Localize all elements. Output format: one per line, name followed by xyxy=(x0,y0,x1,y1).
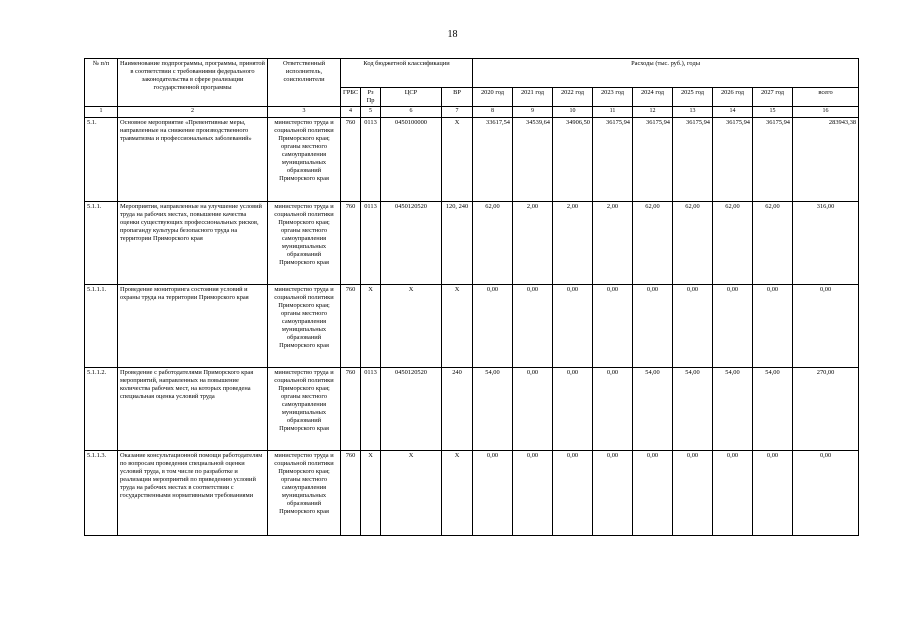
budget-table xyxy=(84,58,859,536)
row-value: 33617,54 xyxy=(473,118,513,202)
row-value: 36175,94 xyxy=(633,118,673,202)
header-executor: Ответственный исполнитель, соисполнители xyxy=(268,59,341,107)
row-csr: 0450100000 xyxy=(381,118,442,202)
row-total: 0,00 xyxy=(793,285,859,368)
row-value: 0,00 xyxy=(713,285,753,368)
row-vr: 120, 240 xyxy=(442,202,473,285)
row-value: 0,00 xyxy=(553,285,593,368)
row-executor: министерство труда и социальной политики Приморского края; органы местного самоуправления муниципальных образований Приморского края xyxy=(268,202,341,285)
row-value: 0,00 xyxy=(553,451,593,536)
row-value: 62,00 xyxy=(473,202,513,285)
row-value: 2,00 xyxy=(553,202,593,285)
header-year: 2022 год xyxy=(553,88,593,107)
table-row xyxy=(85,118,859,202)
row-vr: Х xyxy=(442,118,473,202)
header-row-1 xyxy=(85,59,859,88)
row-executor: министерство труда и социальной политики Приморского края; органы местного самоуправления муниципальных образований Приморского края xyxy=(268,368,341,451)
header-year: 2026 год xyxy=(713,88,753,107)
row-grbs: 760 xyxy=(341,451,361,536)
row-grbs: 760 xyxy=(341,368,361,451)
row-value: 54,00 xyxy=(673,368,713,451)
column-number: 12 xyxy=(633,107,673,118)
row-rzpr: Х xyxy=(361,451,381,536)
row-csr: Х xyxy=(381,451,442,536)
row-num: 5.1.1. xyxy=(85,202,118,285)
row-grbs: 760 xyxy=(341,285,361,368)
table-row xyxy=(85,368,859,451)
header-grbs: ГРБС xyxy=(341,88,361,107)
row-rzpr: Х xyxy=(361,285,381,368)
table-row xyxy=(85,285,859,368)
row-total: 316,00 xyxy=(793,202,859,285)
row-vr: Х xyxy=(442,451,473,536)
row-value: 0,00 xyxy=(473,451,513,536)
row-csr: Х xyxy=(381,285,442,368)
row-value: 2,00 xyxy=(593,202,633,285)
row-value: 36175,94 xyxy=(673,118,713,202)
header-year: 2020 год xyxy=(473,88,513,107)
row-value: 0,00 xyxy=(513,451,553,536)
row-total: 270,00 xyxy=(793,368,859,451)
row-value: 0,00 xyxy=(553,368,593,451)
row-name: Проведение мониторинга состояния условий и охраны труда на территории Приморского края xyxy=(118,285,268,368)
row-executor: министерство труда и социальной политики Приморского края; органы местного самоуправления муниципальных образований Приморского края xyxy=(268,451,341,536)
row-value: 0,00 xyxy=(633,285,673,368)
row-value: 0,00 xyxy=(473,285,513,368)
row-value: 0,00 xyxy=(753,285,793,368)
row-value: 62,00 xyxy=(713,202,753,285)
header-year: 2024 год xyxy=(633,88,673,107)
row-num: 5.1.1.2. xyxy=(85,368,118,451)
table-row xyxy=(85,451,859,536)
column-number: 15 xyxy=(753,107,793,118)
row-value: 0,00 xyxy=(673,285,713,368)
column-number: 5 xyxy=(361,107,381,118)
column-number: 4 xyxy=(341,107,361,118)
row-value: 0,00 xyxy=(513,368,553,451)
column-number: 9 xyxy=(513,107,553,118)
column-number: 6 xyxy=(381,107,442,118)
header-expenses: Расходы (тыс. руб.), годы xyxy=(473,59,859,88)
header-year: 2027 год xyxy=(753,88,793,107)
header-budget-code: Код бюджетной классификации xyxy=(341,59,473,88)
row-executor: министерство труда и социальной политики Приморского края; органы местного самоуправления муниципальных образований Приморского края xyxy=(268,118,341,202)
column-number: 11 xyxy=(593,107,633,118)
column-number: 16 xyxy=(793,107,859,118)
row-name: Оказание консультационной помощи работодателям по вопросам проведения специальной оценки условий труда, в том числе по разработке и реализации мероприятий по приведению условий труда на рабочих местах в соответствии с государственными нормативными требованиями xyxy=(118,451,268,536)
row-value: 54,00 xyxy=(473,368,513,451)
row-grbs: 760 xyxy=(341,118,361,202)
table-row xyxy=(85,202,859,285)
row-value: 54,00 xyxy=(753,368,793,451)
header-year: 2025 год xyxy=(673,88,713,107)
row-num: 5.1.1.1. xyxy=(85,285,118,368)
header-year: 2023 год xyxy=(593,88,633,107)
row-value: 36175,94 xyxy=(593,118,633,202)
column-numbers-row xyxy=(85,107,859,118)
row-name: Проведение с работодателями Приморского края мероприятий, направленных на повышение количества рабочих мест, на которых проведена специальная оценка условий труда xyxy=(118,368,268,451)
header-rzpr: Рз Пр xyxy=(361,88,381,107)
row-rzpr: 0113 xyxy=(361,118,381,202)
page-number: 18 xyxy=(447,29,458,40)
row-value: 0,00 xyxy=(753,451,793,536)
row-value: 62,00 xyxy=(753,202,793,285)
row-name: Основное мероприятие «Превентивные меры, направленные на снижение производственного травматизма и профессиональных заболеваний» xyxy=(118,118,268,202)
row-rzpr: 0113 xyxy=(361,202,381,285)
row-num: 5.1.1.3. xyxy=(85,451,118,536)
row-executor: министерство труда и социальной политики Приморского края; органы местного самоуправления муниципальных образований Приморского края xyxy=(268,285,341,368)
row-value: 36175,94 xyxy=(753,118,793,202)
row-name: Мероприятия, направленные на улучшение условий труда на рабочих местах, повышение качества оценки существующих профессиональных рисков, пропаганду культуры безопасного труда на территории Приморского края xyxy=(118,202,268,285)
column-number: 13 xyxy=(673,107,713,118)
header-total: всего xyxy=(793,88,859,107)
row-total: 0,00 xyxy=(793,451,859,536)
row-value: 0,00 xyxy=(673,451,713,536)
row-value: 34539,64 xyxy=(513,118,553,202)
row-value: 0,00 xyxy=(633,451,673,536)
row-value: 62,00 xyxy=(673,202,713,285)
header-csr: ЦСР xyxy=(381,88,442,107)
column-number: 3 xyxy=(268,107,341,118)
row-csr: 0450120520 xyxy=(381,368,442,451)
row-value: 62,00 xyxy=(633,202,673,285)
row-value: 0,00 xyxy=(593,285,633,368)
row-csr: 0450120520 xyxy=(381,202,442,285)
row-vr: 240 xyxy=(442,368,473,451)
row-value: 36175,94 xyxy=(713,118,753,202)
column-number: 14 xyxy=(713,107,753,118)
row-grbs: 760 xyxy=(341,202,361,285)
row-total: 283943,38 xyxy=(793,118,859,202)
row-vr: Х xyxy=(442,285,473,368)
row-value: 2,00 xyxy=(513,202,553,285)
row-value: 0,00 xyxy=(713,451,753,536)
row-num: 5.1. xyxy=(85,118,118,202)
row-value: 54,00 xyxy=(633,368,673,451)
column-number: 2 xyxy=(118,107,268,118)
column-number: 1 xyxy=(85,107,118,118)
header-num: № п/п xyxy=(85,59,118,107)
header-year: 2021 год xyxy=(513,88,553,107)
row-value: 54,00 xyxy=(713,368,753,451)
column-number: 7 xyxy=(442,107,473,118)
row-value: 0,00 xyxy=(593,451,633,536)
column-number: 8 xyxy=(473,107,513,118)
row-value: 34906,50 xyxy=(553,118,593,202)
column-number: 10 xyxy=(553,107,593,118)
row-rzpr: 0113 xyxy=(361,368,381,451)
header-vr: ВР xyxy=(442,88,473,107)
header-name: Наименование подпрограммы, программы, принятой в соответствии с требованиями федерального законодательства в сфере реализации государственной программы xyxy=(118,59,268,107)
row-value: 0,00 xyxy=(593,368,633,451)
row-value: 0,00 xyxy=(513,285,553,368)
